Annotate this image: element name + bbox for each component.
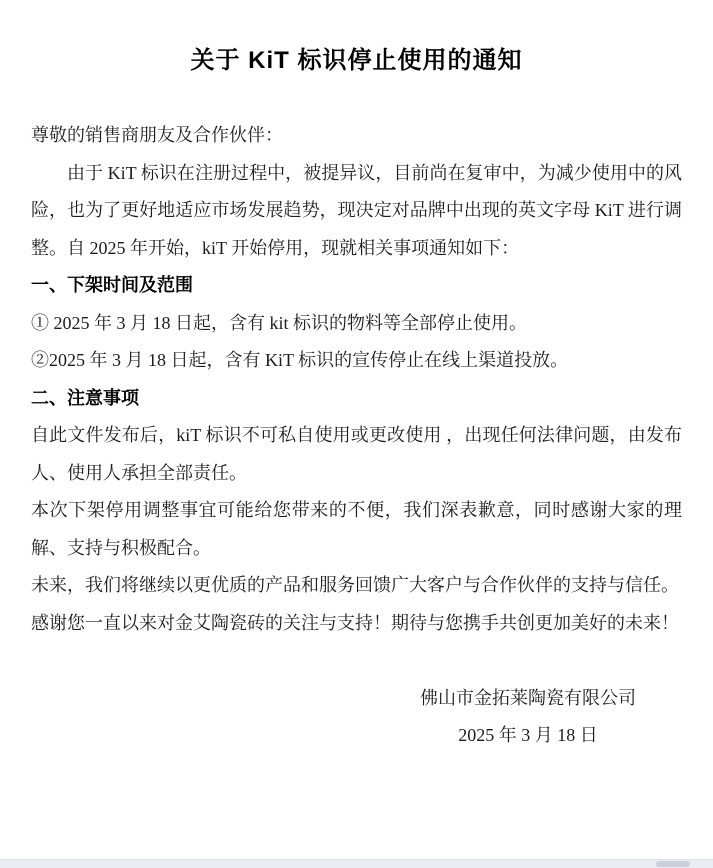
- intro-paragraph: 由于 KiT 标识在注册过程中，被提异议，目前尚在复审中，为减少使用中的风险，也为了更好地适应市场发展趋势，现决定对品牌中出现的英文字母 KiT 进行调整。自 2025 年开始，kiT 开始停用，现就相关事项通知如下：: [31, 162, 682, 258]
- horizontal-scrollbar-thumb[interactable]: [656, 861, 690, 867]
- page-title: 关于 KiT 标识停止使用的通知: [190, 47, 523, 74]
- section1-heading: 一、下架时间及范围: [31, 275, 193, 295]
- section2-paragraph-4: 感谢您一直以来对金艾陶瓷砖的关注与支持！期待与您携手共创更加美好的未来！: [31, 612, 679, 633]
- signature-date: 2025 年 3 月 18 日: [458, 725, 598, 745]
- signature-company: 佛山市金拓莱陶瓷有限公司: [420, 687, 636, 708]
- section1-item-2: ②2025 年 3 月 18 日起，含有 KiT 标识的宣传停止在线上渠道投放。: [31, 350, 569, 370]
- horizontal-scrollbar-track[interactable]: [0, 859, 713, 868]
- document-body: [31, 117, 682, 755]
- section2-heading: 二、注意事项: [31, 387, 139, 408]
- section2-paragraph-1: 自此文件发布后，kiT 标识不可私自使用或更改使用 ，出现任何法律问题，由发布人、使用人承担全部责任。: [31, 425, 682, 483]
- salutation: 尊敬的销售商朋友及合作伙伴：: [31, 125, 283, 145]
- section2-paragraph-2: 本次下架停用调整事宜可能给您带来的不便，我们深表歉意，同时感谢大家的理解、支持与积极配合。: [31, 500, 682, 558]
- section1-item-1: ① 2025 年 3 月 18 日起，含有 kit 标识的物料等全部停止使用。: [31, 312, 527, 333]
- section2-paragraph-3: 未来，我们将继续以更优质的产品和服务回馈广大客户与合作伙伴的支持与信任。: [31, 575, 679, 595]
- signature-block: [368, 680, 688, 755]
